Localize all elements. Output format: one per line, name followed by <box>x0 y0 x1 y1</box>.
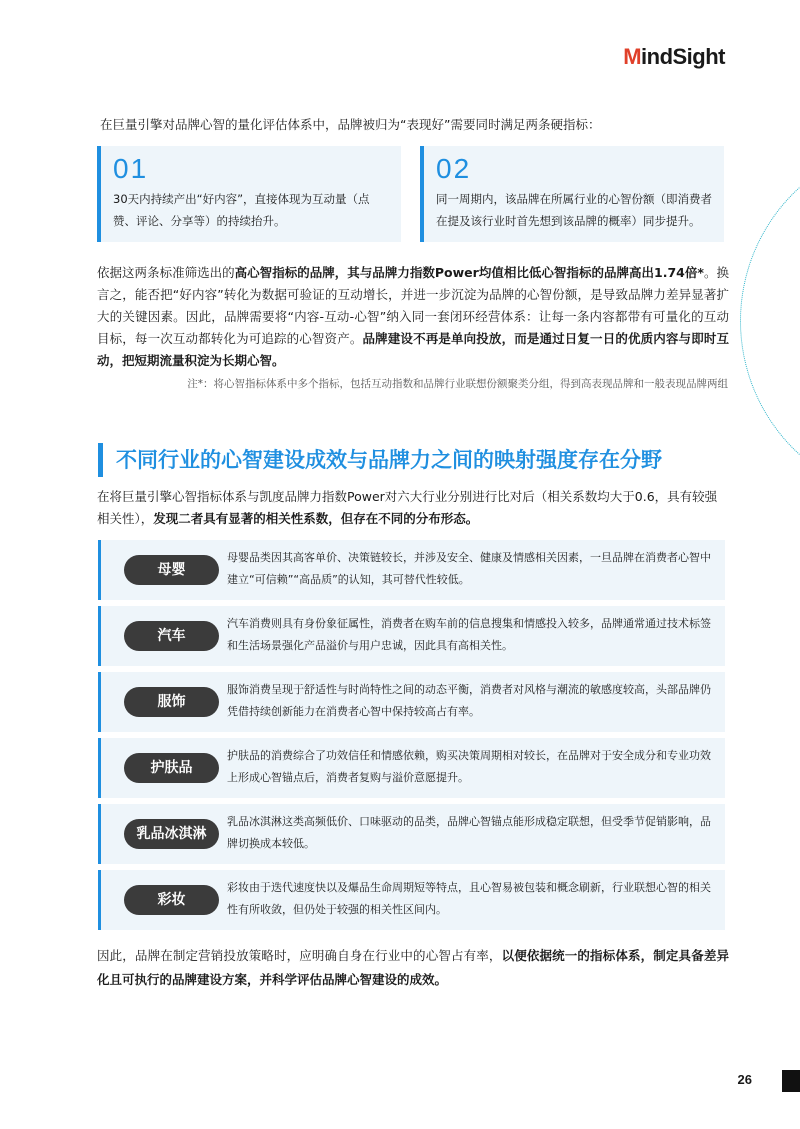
industry-list <box>98 540 725 936</box>
para1-bold-a: 高心智指标的品牌，其与品牌力指数Power均值相比低心智指标的品牌高出1.74倍* <box>234 265 704 280</box>
industry-tag: 服饰 <box>124 687 219 717</box>
para1-text-a: 依据这两条标准筛选出的 <box>97 265 235 280</box>
heading-accent-bar <box>98 443 103 477</box>
para2-text: 在将巨量引擎心智指标体系与凯度品牌力指数Power对六大行业分别进行比对后（相关系数均大于0.6，具有较强相关性）， <box>97 489 718 526</box>
criteria-number: 01 <box>113 153 149 184</box>
industry-tag: 乳品冰淇淋 <box>124 819 219 849</box>
logo-m-mark: M <box>623 44 642 69</box>
conclusion-paragraph <box>97 944 729 992</box>
industry-tag: 母婴 <box>124 555 219 585</box>
industry-description: 母婴品类因其高客单价、决策链较长，并涉及安全、健康及情感相关因素，一旦品牌在消费者心智中建立“可信赖”“高品质”的认知，其可替代性较低。 <box>227 551 711 586</box>
criteria-card-2 <box>420 146 724 242</box>
industry-row-auto <box>98 606 725 666</box>
industry-tag: 彩妆 <box>124 885 219 915</box>
conclusion-text: 因此，品牌在制定营销投放策略时，应明确自身在行业中的心智占有率， <box>97 948 502 963</box>
body-paragraph-2 <box>97 486 729 530</box>
industry-tag: 汽车 <box>124 621 219 651</box>
logo-text: indSight <box>641 44 725 69</box>
intro-text: 在巨量引擎对品牌心智的量化评估体系中，品牌被归为“表现好”需要同时满足两条硬指标： <box>100 117 601 132</box>
industry-description: 彩妆由于迭代速度快以及爆品生命周期短等特点，且心智易被包装和概念刷新，行业联想心智的相关性有所收敛，但仍处于较强的相关性区间内。 <box>227 881 711 916</box>
industry-row-dairy <box>98 804 725 864</box>
industry-row-apparel <box>98 672 725 732</box>
industry-row-muying <box>98 540 725 600</box>
industry-tag: 护肤品 <box>124 753 219 783</box>
section-heading: 不同行业的心智建设成效与品牌力之间的映射强度存在分野 <box>116 448 662 472</box>
criteria-cards <box>97 146 725 242</box>
conclusion-bold: 以便依据统一的指标体系，制定具备差异化且可执行的品牌建设方案，并科学评估品牌心智建设的成效。 <box>97 948 729 987</box>
decorative-dotted-circle <box>740 140 800 502</box>
page-number: 26 <box>737 1072 752 1087</box>
para2-bold: 发现二者具有显著的相关性系数，但存在不同的分布形态。 <box>153 511 479 526</box>
footnote: 注*：将心智指标体系中多个指标，包括互动指数和品牌行业联想份额聚类分组，得到高表现品牌和一般表现品牌两组 <box>187 378 728 390</box>
mindsight-logo <box>623 44 725 70</box>
criteria-number: 02 <box>436 153 472 184</box>
industry-description: 汽车消费则具有身份象征属性，消费者在购车前的信息搜集和情感投入较多，品牌通常通过技术标签和生活场景强化产品溢价与用户忠诚，因此具有高相关性。 <box>227 617 711 652</box>
para1-text-b: 。换言之，能否把“好内容”转化为数据可验证的互动增长，并进一步沉淀为品牌的心智份额，是导致品牌力差异显著扩大的关键因素。因此，品牌需要将“内容-互动-心智”纳入同一套闭环经营体系：让每一条内容都带有可量化的互动目标，每一次互动都转化为可追踪的心智资产。 <box>97 265 729 346</box>
criteria-card-1 <box>97 146 401 242</box>
industry-description: 乳品冰淇淋这类高频低价、口味驱动的品类，品牌心智锚点能形成稳定联想，但受季节促销影响，品牌切换成本较低。 <box>227 815 711 850</box>
industry-row-skincare <box>98 738 725 798</box>
body-paragraph-1 <box>97 262 729 372</box>
criteria-text: 30天内持续产出“好内容”，直接体现为互动量（点赞、评论、分享等）的持续抬升。 <box>113 192 370 228</box>
industry-row-cosmetics <box>98 870 725 930</box>
industry-description: 护肤品的消费综合了功效信任和情感依赖，购买决策周期相对较长，在品牌对于安全成分和专业功效上形成心智锚点后，消费者复购与溢价意愿提升。 <box>227 749 711 784</box>
criteria-text: 同一周期内，该品牌在所属行业的心智份额（即消费者在提及该行业时首先想到该品牌的概率）同步提升。 <box>436 192 712 228</box>
industry-description: 服饰消费呈现于舒适性与时尚特性之间的动态平衡，消费者对风格与潮流的敏感度较高，头部品牌仍凭借持续创新能力在消费者心智中保持较高占有率。 <box>227 683 711 718</box>
para1-bold-b: 品牌建设不再是单向投放，而是通过日复一日的优质内容与即时互动，把短期流量积淀为长期心智。 <box>97 331 729 368</box>
page-edge-marker <box>782 1070 800 1092</box>
